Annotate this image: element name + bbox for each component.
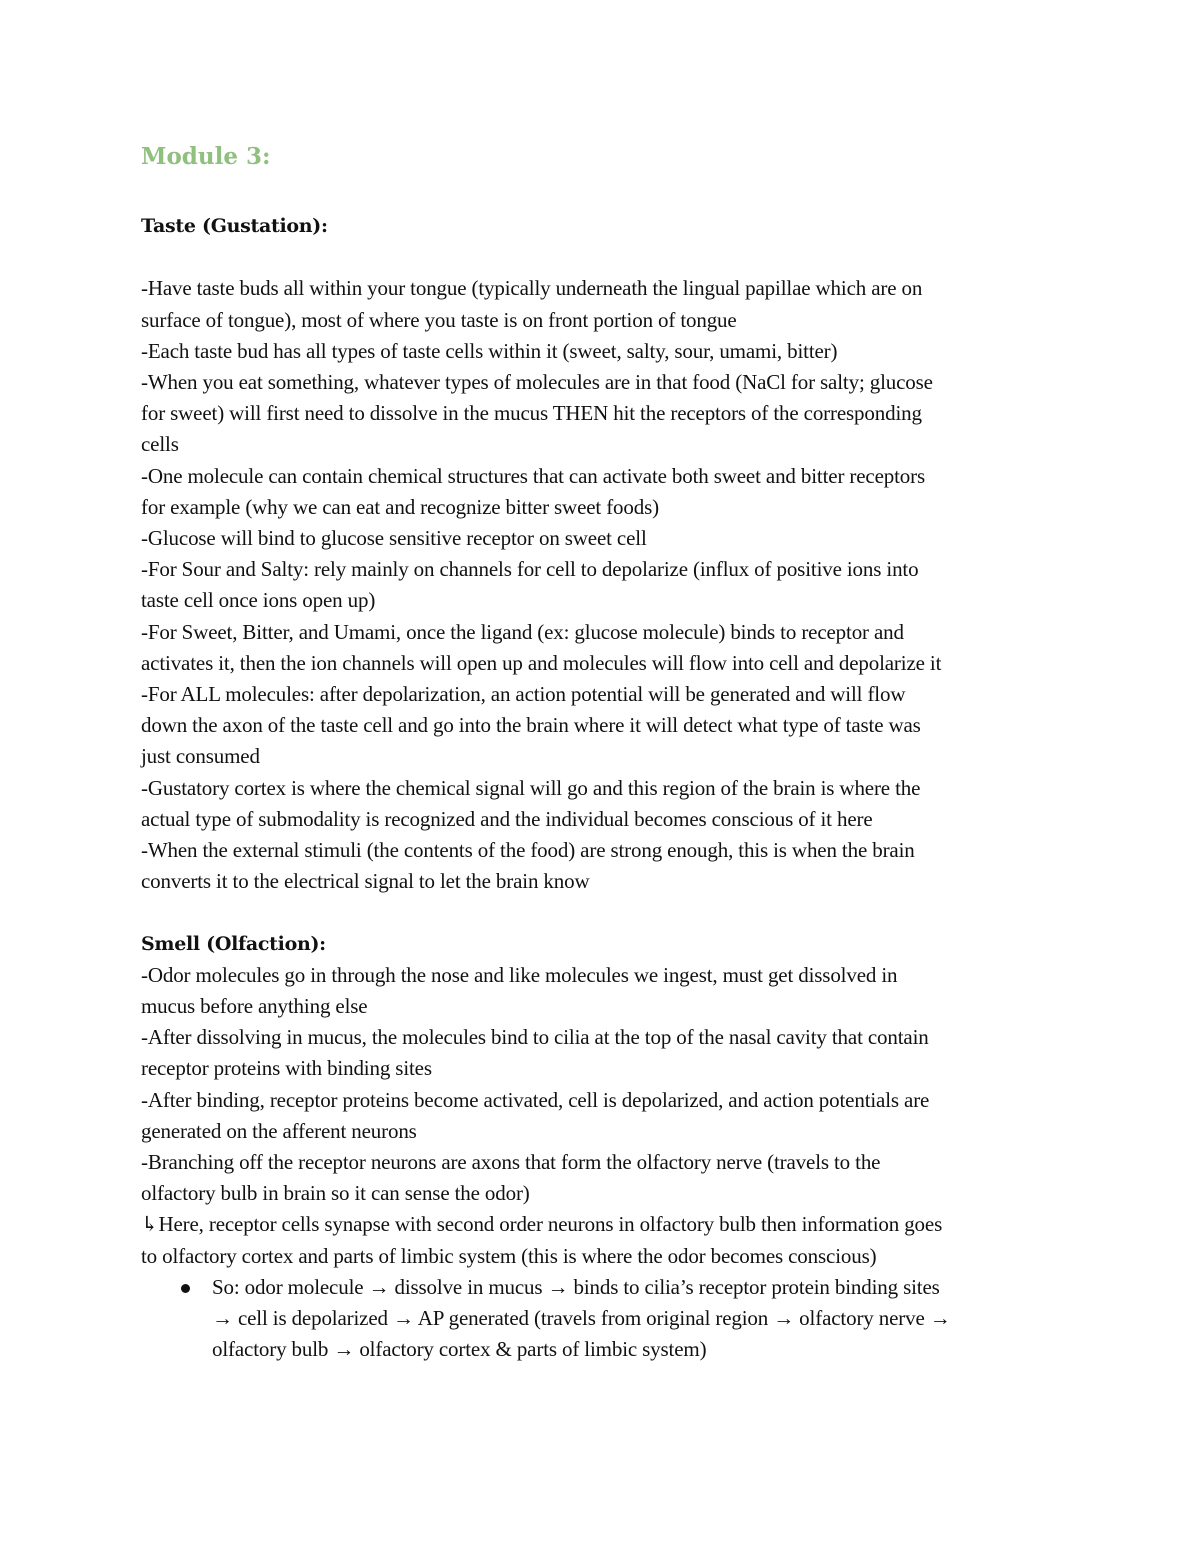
smell-line: -Odor molecules go in through the nose and like molecules we ingest, must get dissolved in: [141, 962, 898, 987]
smell-line: ↳Here, receptor cells synapse with second order neurons in olfactory bulb then information goes: [141, 1212, 943, 1237]
summary-bullet: [141, 1272, 1071, 1366]
smell-heading: Smell (Olfaction):: [141, 932, 326, 955]
taste-line: -Glucose will bind to glucose sensitive receptor on sweet cell: [141, 526, 647, 551]
bullet-line: So: odor molecule → dissolve in mucus → binds to cilia’s receptor protein binding sites: [212, 1274, 940, 1299]
taste-line: taste cell once ions open up): [141, 588, 376, 613]
smell-line: mucus before anything else: [141, 994, 368, 1019]
smell-line: -Branching off the receptor neurons are axons that form the olfactory nerve (travels to the: [141, 1150, 881, 1175]
smell-line: olfactory bulb in brain so it can sense the odor): [141, 1181, 530, 1206]
smell-line: generated on the afferent neurons: [141, 1118, 417, 1143]
taste-line: just consumed: [141, 744, 260, 769]
module-title: Module 3:: [141, 143, 271, 170]
taste-line: -Have taste buds all within your tongue (typically underneath the lingual papillae which are on: [141, 276, 923, 301]
bullet-line: olfactory bulb → olfactory cortex & parts of limbic system): [212, 1337, 707, 1362]
taste-line: -One molecule can contain chemical structures that can activate both sweet and bitter receptors: [141, 463, 925, 488]
taste-line: -Each taste bud has all types of taste cells within it (sweet, salty, sour, umami, bitter): [141, 338, 838, 363]
taste-line: converts it to the electrical signal to let the brain know: [141, 869, 590, 894]
taste-line: -When the external stimuli (the contents of the food) are strong enough, this is when the brain: [141, 838, 915, 863]
taste-line: for example (why we can eat and recognize bitter sweet foods): [141, 494, 659, 519]
taste-line: for sweet) will first need to dissolve in the mucus THEN hit the receptors of the corresponding: [141, 401, 922, 426]
smell-line: to olfactory cortex and parts of limbic system (this is where the odor becomes conscious): [141, 1243, 877, 1268]
smell-line: receptor proteins with binding sites: [141, 1056, 432, 1081]
smell-line: -After dissolving in mucus, the molecules bind to cilia at the top of the nasal cavity that contain: [141, 1025, 929, 1050]
taste-line: surface of tongue), most of where you taste is on front portion of tongue: [141, 307, 737, 332]
taste-line: -For ALL molecules: after depolarization, an action potential will be generated and will flow: [141, 682, 906, 707]
taste-line: cells: [141, 432, 179, 457]
taste-line: -For Sour and Salty: rely mainly on channels for cell to depolarize (influx of positive ions into: [141, 557, 919, 582]
bullet-dot-icon: [181, 1284, 190, 1293]
taste-line: -For Sweet, Bitter, and Umami, once the ligand (ex: glucose molecule) binds to receptor and: [141, 619, 904, 644]
taste-line: actual type of submodality is recognized and the individual becomes conscious of it here: [141, 806, 873, 831]
smell-line: -After binding, receptor proteins become activated, cell is depolarized, and action potentials are: [141, 1087, 930, 1112]
smell-notes: [141, 960, 1071, 1272]
taste-heading: Taste (Gustation):: [141, 215, 328, 237]
taste-line: -Gustatory cortex is where the chemical signal will go and this region of the brain is where the: [141, 775, 921, 800]
document-page: [141, 140, 1071, 1365]
taste-line: activates it, then the ion channels will open up and molecules will flow into cell and depolarize it: [141, 650, 942, 675]
bullet-line: → cell is depolarized → AP generated (travels from original region → olfactory nerve →: [212, 1306, 951, 1331]
taste-line: down the axon of the taste cell and go into the brain where it will detect what type of taste was: [141, 713, 921, 738]
taste-notes: [141, 273, 1071, 897]
taste-line: -When you eat something, whatever types of molecules are in that food (NaCl for salty; glucose: [141, 370, 933, 394]
